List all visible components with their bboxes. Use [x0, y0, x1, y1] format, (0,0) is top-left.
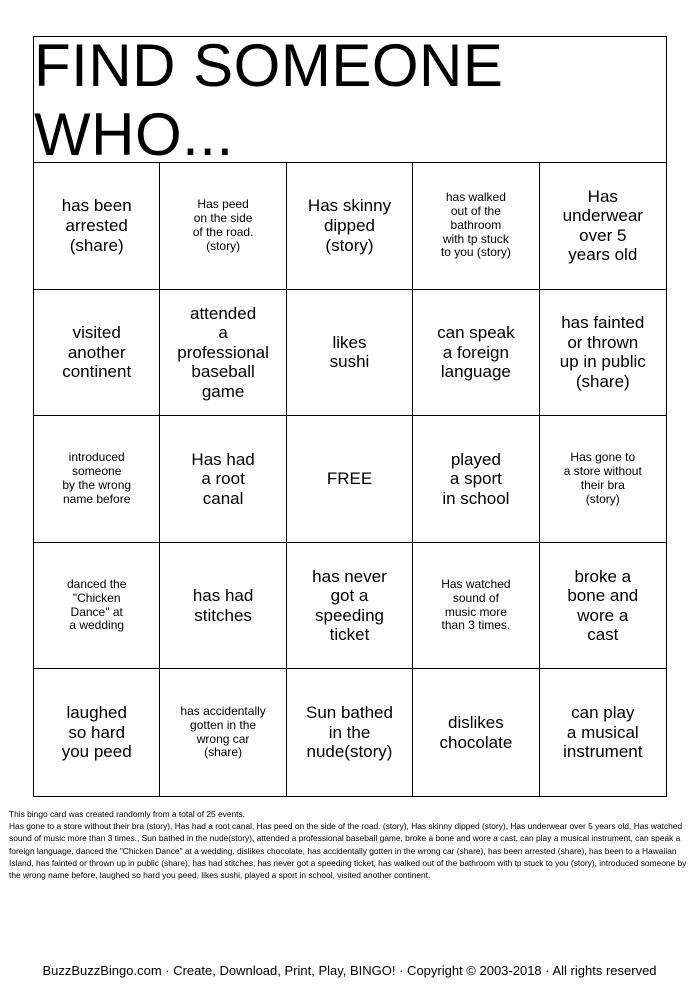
bingo-cell-text: Has gone to a store without their bra (story) — [563, 450, 642, 506]
bingo-cell-text: Sun bathed in the nude(story) — [306, 703, 393, 762]
bingo-cell — [34, 163, 160, 290]
bingo-cell — [540, 416, 666, 543]
bingo-cell — [34, 290, 160, 417]
bingo-cell-text: Has watched sound of music more than 3 times. — [441, 577, 511, 633]
site-footer: BuzzBuzzBingo.com · Create, Download, Print, Play, BINGO! · Copyright © 2003-2018 · All rights reserved — [42, 963, 657, 978]
bingo-cell — [160, 669, 286, 796]
card-title: FIND SOMEONE WHO... — [34, 37, 666, 163]
bingo-cell — [160, 543, 286, 670]
bingo-cell — [160, 290, 286, 417]
bingo-cell-text: FREE — [326, 469, 373, 489]
bingo-cell — [540, 163, 666, 290]
bingo-cell-text: visited another continent — [62, 323, 132, 382]
bingo-cell-text: Has underwear over 5 years old — [562, 186, 643, 265]
bingo-card — [33, 31, 667, 797]
bingo-cell-text: has walked out of the bathroom with tp stuck to you (story) — [440, 190, 511, 260]
bingo-cell-text: has accidentally gotten in the wrong car (share) — [180, 704, 266, 760]
bingo-cell-text: danced the "Chicken Dance" at a wedding — [67, 577, 127, 633]
free-space-cell — [287, 416, 413, 543]
bingo-grid — [34, 163, 666, 796]
bingo-cell — [34, 543, 160, 670]
bingo-cell-text: Has peed on the side of the road. (story) — [192, 197, 254, 253]
bingo-cell-text: can play a musical instrument — [563, 703, 643, 762]
bingo-cell-text: dislikes chocolate — [439, 713, 513, 752]
bingo-cell-text: Has had a root canal — [191, 449, 255, 508]
bingo-cell-text: has fainted or thrown up in public (share) — [559, 313, 646, 391]
bingo-cell-text: Has skinny dipped (story) — [307, 196, 392, 255]
bingo-cell — [34, 416, 160, 543]
card-description: This bingo card was created randomly from a total of 25 events. Has gone to a store without their bra (story), Has had a root canal, Has peed on the side of the road. (story), Has skinny dipped (story), Has underwear over 5 years old, Has watched sound of music more than 3 times., Sun bathed in the nude(story), attended a professional baseball game, broke a bone and wore a cast, can play a musical instrument, can speak a foreign language, danced the "Chicken Dance" at a wedding, dislikes chocolate, has accidentally gotten in the wrong car (share), has been arrested (share), has been to a Hawaiian Island, has fainted or thrown up in public (share), has had stitches, has never got a speeding ticket, has walked out of the bathroom with tp stuck to you (story), introduced someone by the wrong name before, laughed so hard you peed, likes sushi, played a sport in school, visited another continent. — [9, 809, 687, 881]
bingo-cell — [413, 290, 539, 417]
bingo-cell — [540, 669, 666, 796]
bingo-cell-text: has had stitches — [192, 586, 254, 625]
bingo-cell — [540, 290, 666, 417]
bingo-cell — [413, 669, 539, 796]
bingo-cell — [413, 416, 539, 543]
bingo-cell — [540, 543, 666, 670]
bingo-cell-text: attended a professional baseball game — [177, 303, 269, 401]
bingo-cell-text: has never got a speeding ticket — [312, 566, 387, 645]
bingo-cell — [287, 290, 413, 417]
bingo-cell — [160, 163, 286, 290]
bingo-cell — [287, 543, 413, 670]
bingo-cell-text: can speak a foreign language — [437, 323, 515, 382]
bingo-cell-text: likes sushi — [329, 332, 370, 372]
bingo-cell — [160, 416, 286, 543]
bingo-cell-text: laughed so hard you peed — [61, 703, 132, 762]
bingo-cell — [413, 163, 539, 290]
bingo-cell — [34, 669, 160, 796]
bingo-cell — [413, 543, 539, 670]
bingo-cell-text: broke a bone and wore a cast — [567, 566, 639, 645]
bingo-cell-text: has been arrested (share) — [61, 196, 132, 255]
bingo-cell-text: played a sport in school — [442, 449, 510, 508]
bingo-cell — [287, 163, 413, 290]
bingo-cell — [287, 669, 413, 796]
bingo-cell-text: introduced someone by the wrong name before — [62, 450, 132, 506]
